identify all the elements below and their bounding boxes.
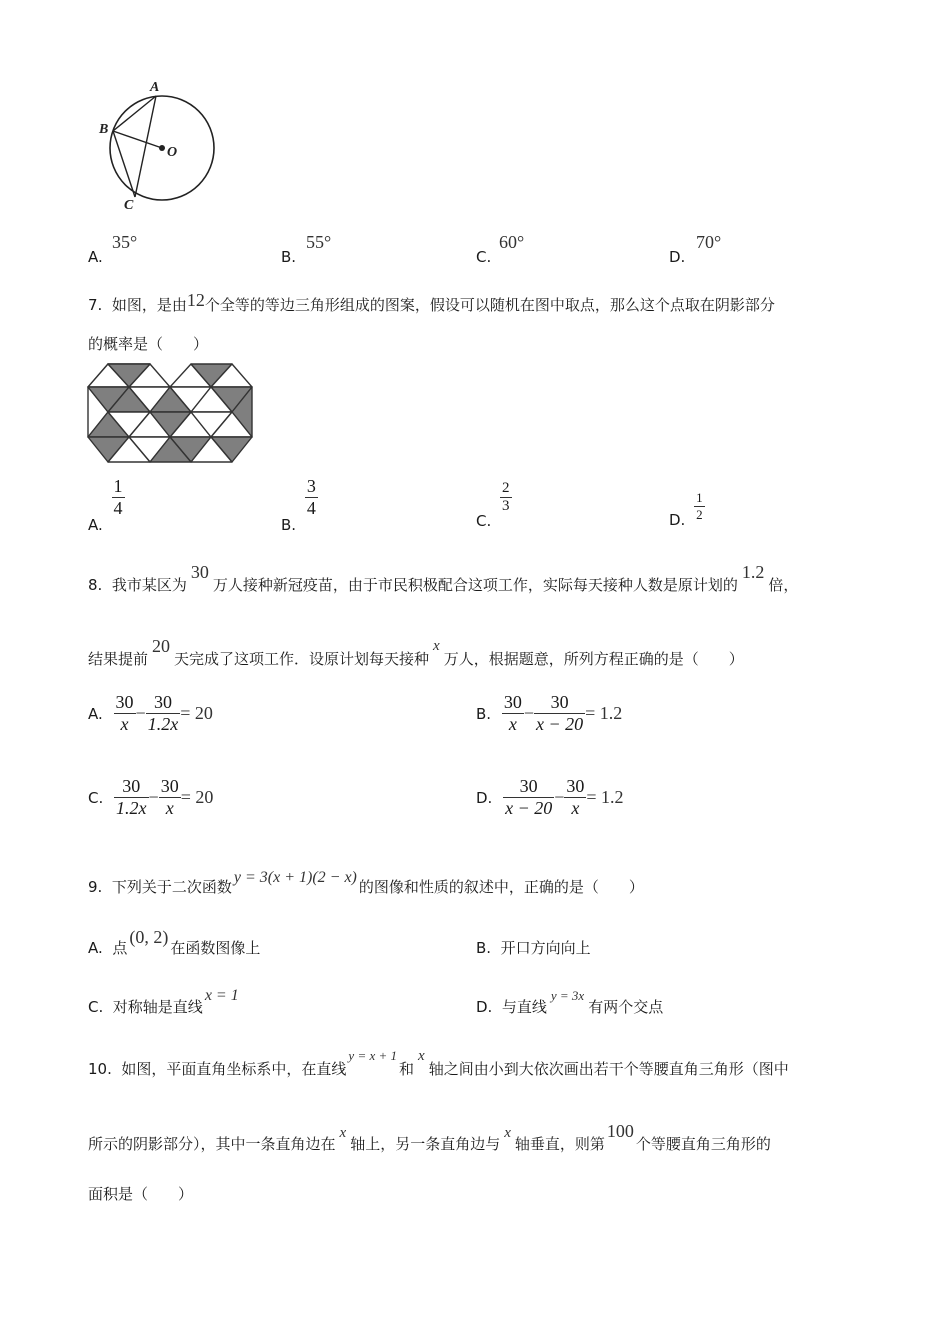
label-a: A bbox=[150, 80, 160, 95]
q6-option-a-value: 35° bbox=[112, 232, 138, 252]
q9-option-c: C. 对称轴是直线x = 1 bbox=[88, 987, 239, 1016]
q7-option-d: D. $\frac{1}{2}$ bbox=[669, 490, 703, 529]
triangle-pattern-figure bbox=[86, 362, 256, 464]
center-point bbox=[159, 145, 165, 151]
label-o: O bbox=[167, 145, 178, 160]
q10-stem-line1: 10. 如图，平面直角坐标系中，在直线y = x + 1和x轴之间由小到大依次画出若干个等腰直角三角形（图中 bbox=[88, 1048, 789, 1078]
q8-option-a: A. $\frac{30}{x}$ − $\frac{30}{1.2x}$ = 20 bbox=[88, 692, 213, 734]
q6-option-b: B. bbox=[281, 248, 297, 266]
q8-stem-line2: 结果提前20天完成了这项工作．设原计划每天接种x万人，根据题意，所列方程正确的是（ ） bbox=[88, 636, 744, 668]
q7-option-a: A. $\frac{1}{4}$ bbox=[88, 476, 123, 534]
q6-option-c: C. bbox=[476, 248, 492, 266]
q6-option-d-value: 70° bbox=[696, 232, 722, 252]
q8-option-c: C. $\frac{30}{1.2x}$ − $\frac{30}{x}$ = 20 bbox=[88, 776, 214, 818]
q10-stem-line3: 面积是（ ） bbox=[88, 1185, 194, 1203]
q6-option-c-value: 60° bbox=[499, 232, 525, 252]
q6-option-d: D. bbox=[669, 248, 686, 266]
q8-option-b: B. $\frac{30}{x}$ − $\frac{30}{x - 20}$ = 1.2 bbox=[476, 692, 623, 734]
q7-option-b: B. $\frac{3}{4}$ bbox=[281, 476, 316, 534]
q8-option-d: D. $\frac{30}{x - 20}$ − $\frac{30}{x}$ = 1.2 bbox=[476, 776, 624, 818]
segment-bo bbox=[113, 131, 162, 148]
label-c: C bbox=[124, 198, 134, 213]
label-b: B bbox=[99, 122, 109, 137]
chord-bc bbox=[113, 131, 135, 197]
q10-stem-line2: 所示的阴影部分），其中一条直角边在x轴上，另一条直角边与x轴垂直，则第100个等腰直角三角形的 bbox=[88, 1121, 771, 1153]
q9-stem: 9. 下列关于二次函数y = 3(x + 1)(2 − x)的图像和性质的叙述中，正确的是（ ） bbox=[88, 869, 644, 896]
q7-stem-line1: 7. 如图，是由12个全等的等边三角形组成的图案，假设可以随机在图中取点，那么这个点取在阴影部分 bbox=[88, 290, 775, 314]
q7-stem-line2: 的概率是（ ） bbox=[88, 335, 209, 353]
q6-option-b-value: 55° bbox=[306, 232, 332, 252]
q9-option-a: A. 点(0, 2)在函数图像上 bbox=[88, 927, 261, 957]
q9-option-d: D. 与直线y = 3x有两个交点 bbox=[476, 988, 664, 1016]
circle-figure bbox=[90, 75, 230, 215]
q8-stem-line1: 8. 我市某区为30万人接种新冠疫苗，由于市民积极配合这项工作，实际每天接种人数是原计划的1.2倍， bbox=[88, 562, 799, 594]
q6-option-a: A. bbox=[88, 248, 103, 266]
q7-option-c: C. $\frac{2}{3}$ bbox=[476, 480, 510, 530]
q9-option-b: B. 开口方向向上 bbox=[476, 939, 591, 957]
